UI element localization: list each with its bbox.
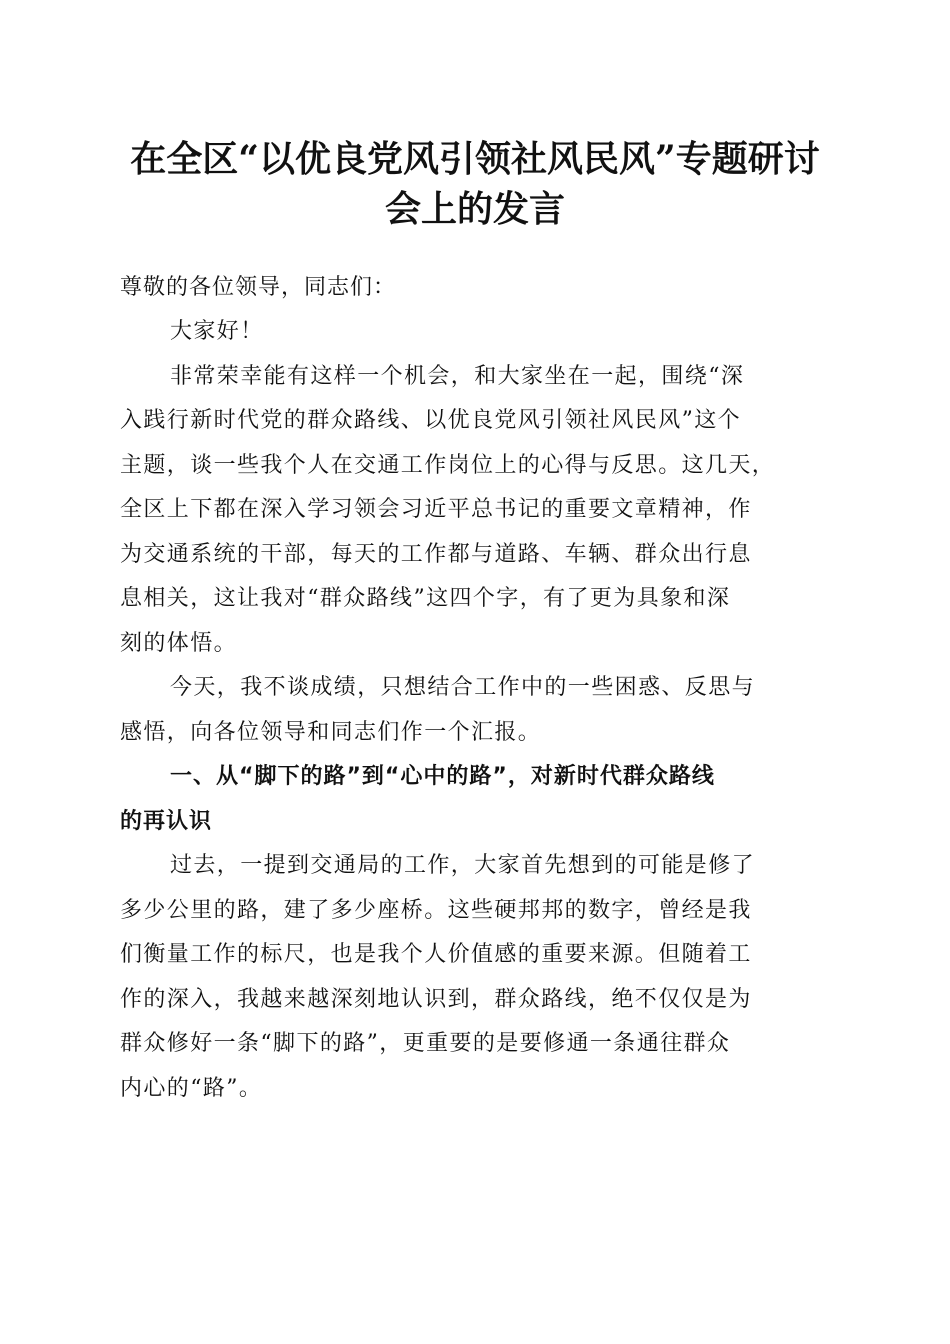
text-line: 为交通系统的干部，每天的工作都与道路、车辆、群众出行息 (120, 541, 752, 567)
text-line: 今天，我不谈成绩，只想结合工作中的一些困惑、反思与 (170, 675, 756, 700)
title-line: 在全区“以优良党风引领社风民风”专题研讨 (130, 138, 820, 180)
salutation: 尊敬的各位领导，同志们： (120, 275, 397, 300)
greeting-paragraph (120, 310, 832, 355)
text-line: 多少公里的路，建了多少座桥。这些硬邦邦的数字，曾经是我 (120, 897, 752, 923)
section-heading-1 (120, 755, 832, 844)
heading-line: 一、从“脚下的路”到“心中的路”，对新时代群众路线 (170, 764, 715, 789)
text-line: 息相关，这让我对“群众路线”这四个字，有了更为具象和深 (120, 586, 731, 611)
paragraph-intro (120, 355, 832, 667)
text-line: 感悟，向各位领导和同志们作一个汇报。 (120, 719, 542, 745)
text-line: 主题，谈一些我个人在交通工作岗位上的心得与反思。这几天， (120, 452, 776, 478)
text-line: 全区上下都在深入学习领会习近平总书记的重要文章精神，作 (120, 497, 752, 522)
title-line: 会上的发言 (384, 188, 565, 230)
text-line: 们衡量工作的标尺，也是我个人价值感的重要来源。但随着工 (120, 942, 752, 967)
paragraph-today (120, 666, 832, 755)
text-line: 过去，一提到交通局的工作，大家首先想到的可能是修了 (170, 853, 756, 878)
paragraph-section-1 (120, 844, 832, 1111)
document-title (110, 134, 840, 234)
document-body (120, 266, 832, 1111)
heading-line: 的再认识 (120, 808, 213, 834)
text-line: 非常荣幸能有这样一个机会，和大家坐在一起，围绕“深 (170, 363, 745, 389)
text-line: 作的深入，我越来越深刻地认识到，群众路线，绝不仅仅是为 (120, 986, 752, 1012)
text-line: 内心的“路”。 (120, 1075, 263, 1101)
text-line: 入践行新时代党的群众路线、以优良党风引领社风民风”这个 (120, 408, 742, 433)
greeting: 大家好！ (170, 319, 264, 344)
text-line: 群众修好一条“脚下的路”，更重要的是要修通一条通往群众 (120, 1031, 731, 1056)
text-line: 刻的体悟。 (120, 630, 238, 656)
